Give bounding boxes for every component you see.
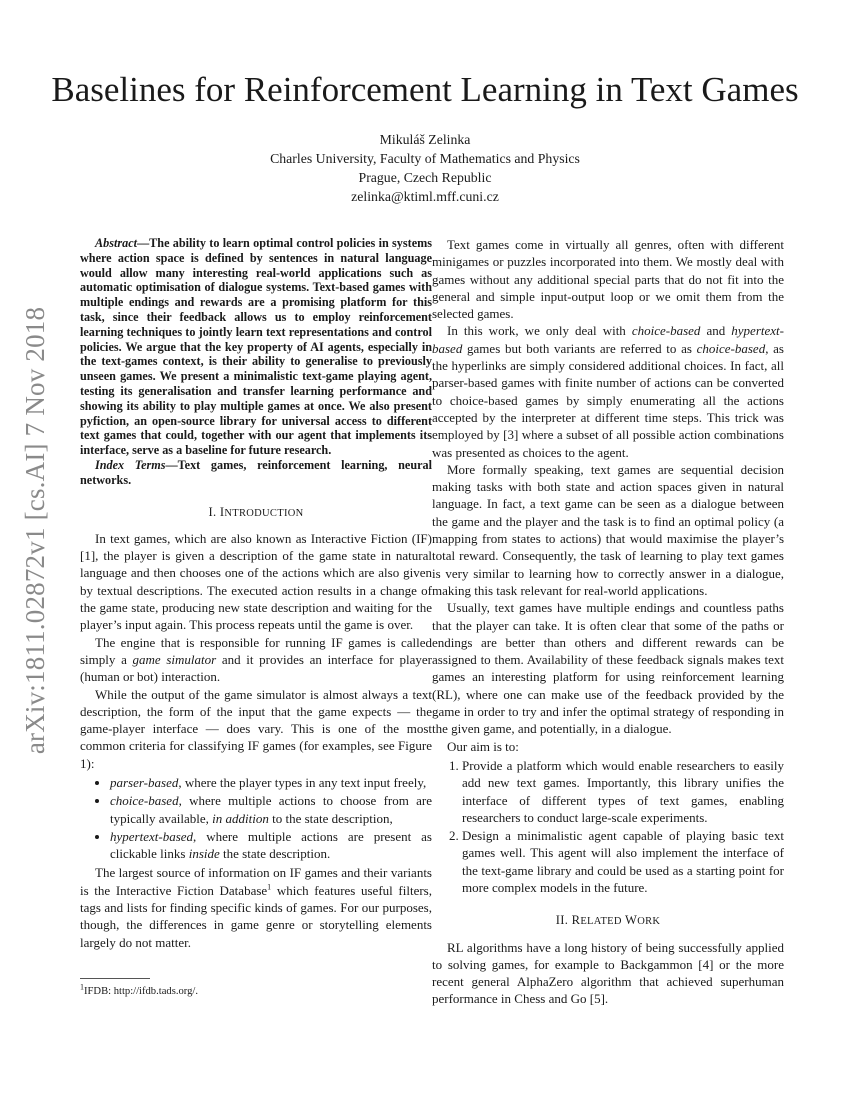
list-item: • parser-based, where the player types in any text input freely, — [110, 774, 432, 791]
index-terms-text: —Text games, reinforcement learning, neural networks. — [80, 457, 432, 487]
intro-paragraph-2: The engine that is responsible for running IF games is called simply a game simulator and it provides an interface for player (human or bot) interaction. — [80, 634, 433, 685]
list-item: 1. Provide a platform which would enable researchers to easily add new text games. Importantly, this library unifies the interface of different types of text games, enabling researchers to conduct large-scale experiments. — [462, 757, 784, 826]
arxiv-stamp — [6, 300, 66, 760]
section-heading-introduction: I. INTRODUCTION — [208, 504, 304, 519]
author-location: Prague, Czech Republic — [358, 170, 492, 185]
footnote-text: IFDB: http://ifdb.tads.org/. — [84, 986, 198, 997]
intro-paragraph-9: Our aim is to: — [447, 738, 519, 754]
list-item: • choice-based, where multiple actions to choose from are typically available, in addition to the state description, — [110, 792, 432, 827]
intro-paragraph-4: The largest source of information on IF games and their variants is the Interactive Fiction Database$^1$ which features useful filters, tags and lists for finding specific kinds of games. For our purposes, though, the differences in game genre or storytelling elements largely do not matter. — [80, 865, 432, 950]
game-type-list — [80, 774, 432, 862]
author-name: Mikuláš Zelinka — [379, 132, 471, 147]
author-block — [0, 130, 850, 206]
related-work-paragraph-1: RL algorithms have a long history of being successfully applied to solving games, for example to Backgammon [4] or the more recent general AlphaZero algorithm that achieved superhuman performance in Chess and Go [5]. — [432, 939, 784, 1007]
abstract-label: Abstract — [95, 236, 137, 250]
abstract-text: —The ability to learn optimal control policies in systems where action space is defined by sentences in natural language would allow many interesting real-world applications such as automatic optimisation of dialogue systems. Text-based games with multiple endings and rewards are a promising platform for this task, since their feedback allows us to employ reinforcement learning techniques to jointly learn text representations and control policies. We argue that the key property of AI agents, especially in the text-games context, is their ability to generalise to previously unseen games. We present a minimalistic text-game playing agent, testing its generalisation and transfer learning performance and showing its ability to play multiple games at once. We also present pyfiction, an open-source library for universal access to different text games that could, together with our agent that implements its interface, serve as a baseline for future research. — [80, 236, 432, 458]
author-email: zelinka@ktiml.mff.cuni.cz — [351, 189, 499, 204]
index-terms-label: Index Terms — [95, 457, 166, 472]
section-heading-related-work: II. RELATED WORK — [555, 913, 661, 928]
intro-paragraph-5: Text games come in virtually all genres, often with different minigames or puzzles incorporated into them. We mostly deal with games without any additional special parts that do not fit into the general and simple input-output loop or we omit them from the selected games. — [432, 237, 784, 322]
intro-paragraph-6: In this work, we only deal with choice-based and hypertext-based games but both variants are referred to as choice-based, as the hyperlinks are simply considered additional choices. In fact, all parser-based games with finite number of actions can be converted to choice-based games by simply enumerating all the actions accepted by the interpreter at different time steps. This trick was employed by [3] where a subset of all possible action combinations was presented as choices to the agent. — [432, 323, 784, 460]
paper-title: Baselines for Reinforcement Learning in Text Games — [51, 70, 799, 109]
intro-paragraph-7: More formally speaking, text games are sequential decision making tasks with both state and action spaces given in natural language. In fact, a text game can be seen as a dialogue between the game and the player and the task is to find an optimal policy (a mapping from states to actions) that would maximise the player’s total reward. Consequently, the task of learning to play text games is very similar to learning how to correctly answer in a dialogue, making this task relevant for real-world applications. — [432, 461, 784, 598]
footnote: $^1$IFDB: http://ifdb.tads.org/. — [80, 982, 198, 997]
right-column — [432, 236, 784, 1008]
intro-paragraph-3: While the output of the game simulator is almost always a text description, the form of the input that the game expects — the game-player interface — does vary. This is one of the most common criteria for classifying IF games (for examples, see Figure 1): — [80, 686, 432, 771]
left-column — [80, 236, 432, 951]
list-item: • hypertext-based, where multiple actions are present as clickable links inside the state description. — [110, 828, 432, 863]
list-item: 2. Design a minimalistic agent capable of playing basic text games well. This agent will also implement the interface of the text-game library and could be used as a starting point for more complex models in the future. — [462, 827, 784, 896]
author-affiliation: Charles University, Faculty of Mathematics and Physics — [270, 151, 580, 166]
arxiv-stamp-text: arXiv:1811.02872v1 [cs.AI] 7 Nov 2018 — [20, 306, 51, 754]
intro-paragraph-1: In text games, which are also known as Interactive Fiction (IF) [1], the player is given a description of the game state in natural language and then chooses one of the actions which are also given by textual descriptions. The executed action results in a change of the game state, producing new state description and waiting for the player’s input again. This process repeats until the game is over. — [80, 530, 432, 633]
footnote-marker: 1 — [267, 882, 272, 892]
footnote-divider — [80, 978, 150, 979]
intro-paragraph-8: Usually, text games have multiple endings and countless paths that the player can take. It is often clear that some of the paths or endings are better than others and different rewards can be assigned to them. Availability of these feedback signals makes text games an interesting platform for using reinforcement learning (RL), where one can make use of the feedback provided by the game in order to try and infer the optimal strategy of responding in the given game, and potentially, in a dialogue. — [432, 600, 784, 737]
aims-list — [432, 757, 784, 896]
abstract — [80, 236, 432, 488]
